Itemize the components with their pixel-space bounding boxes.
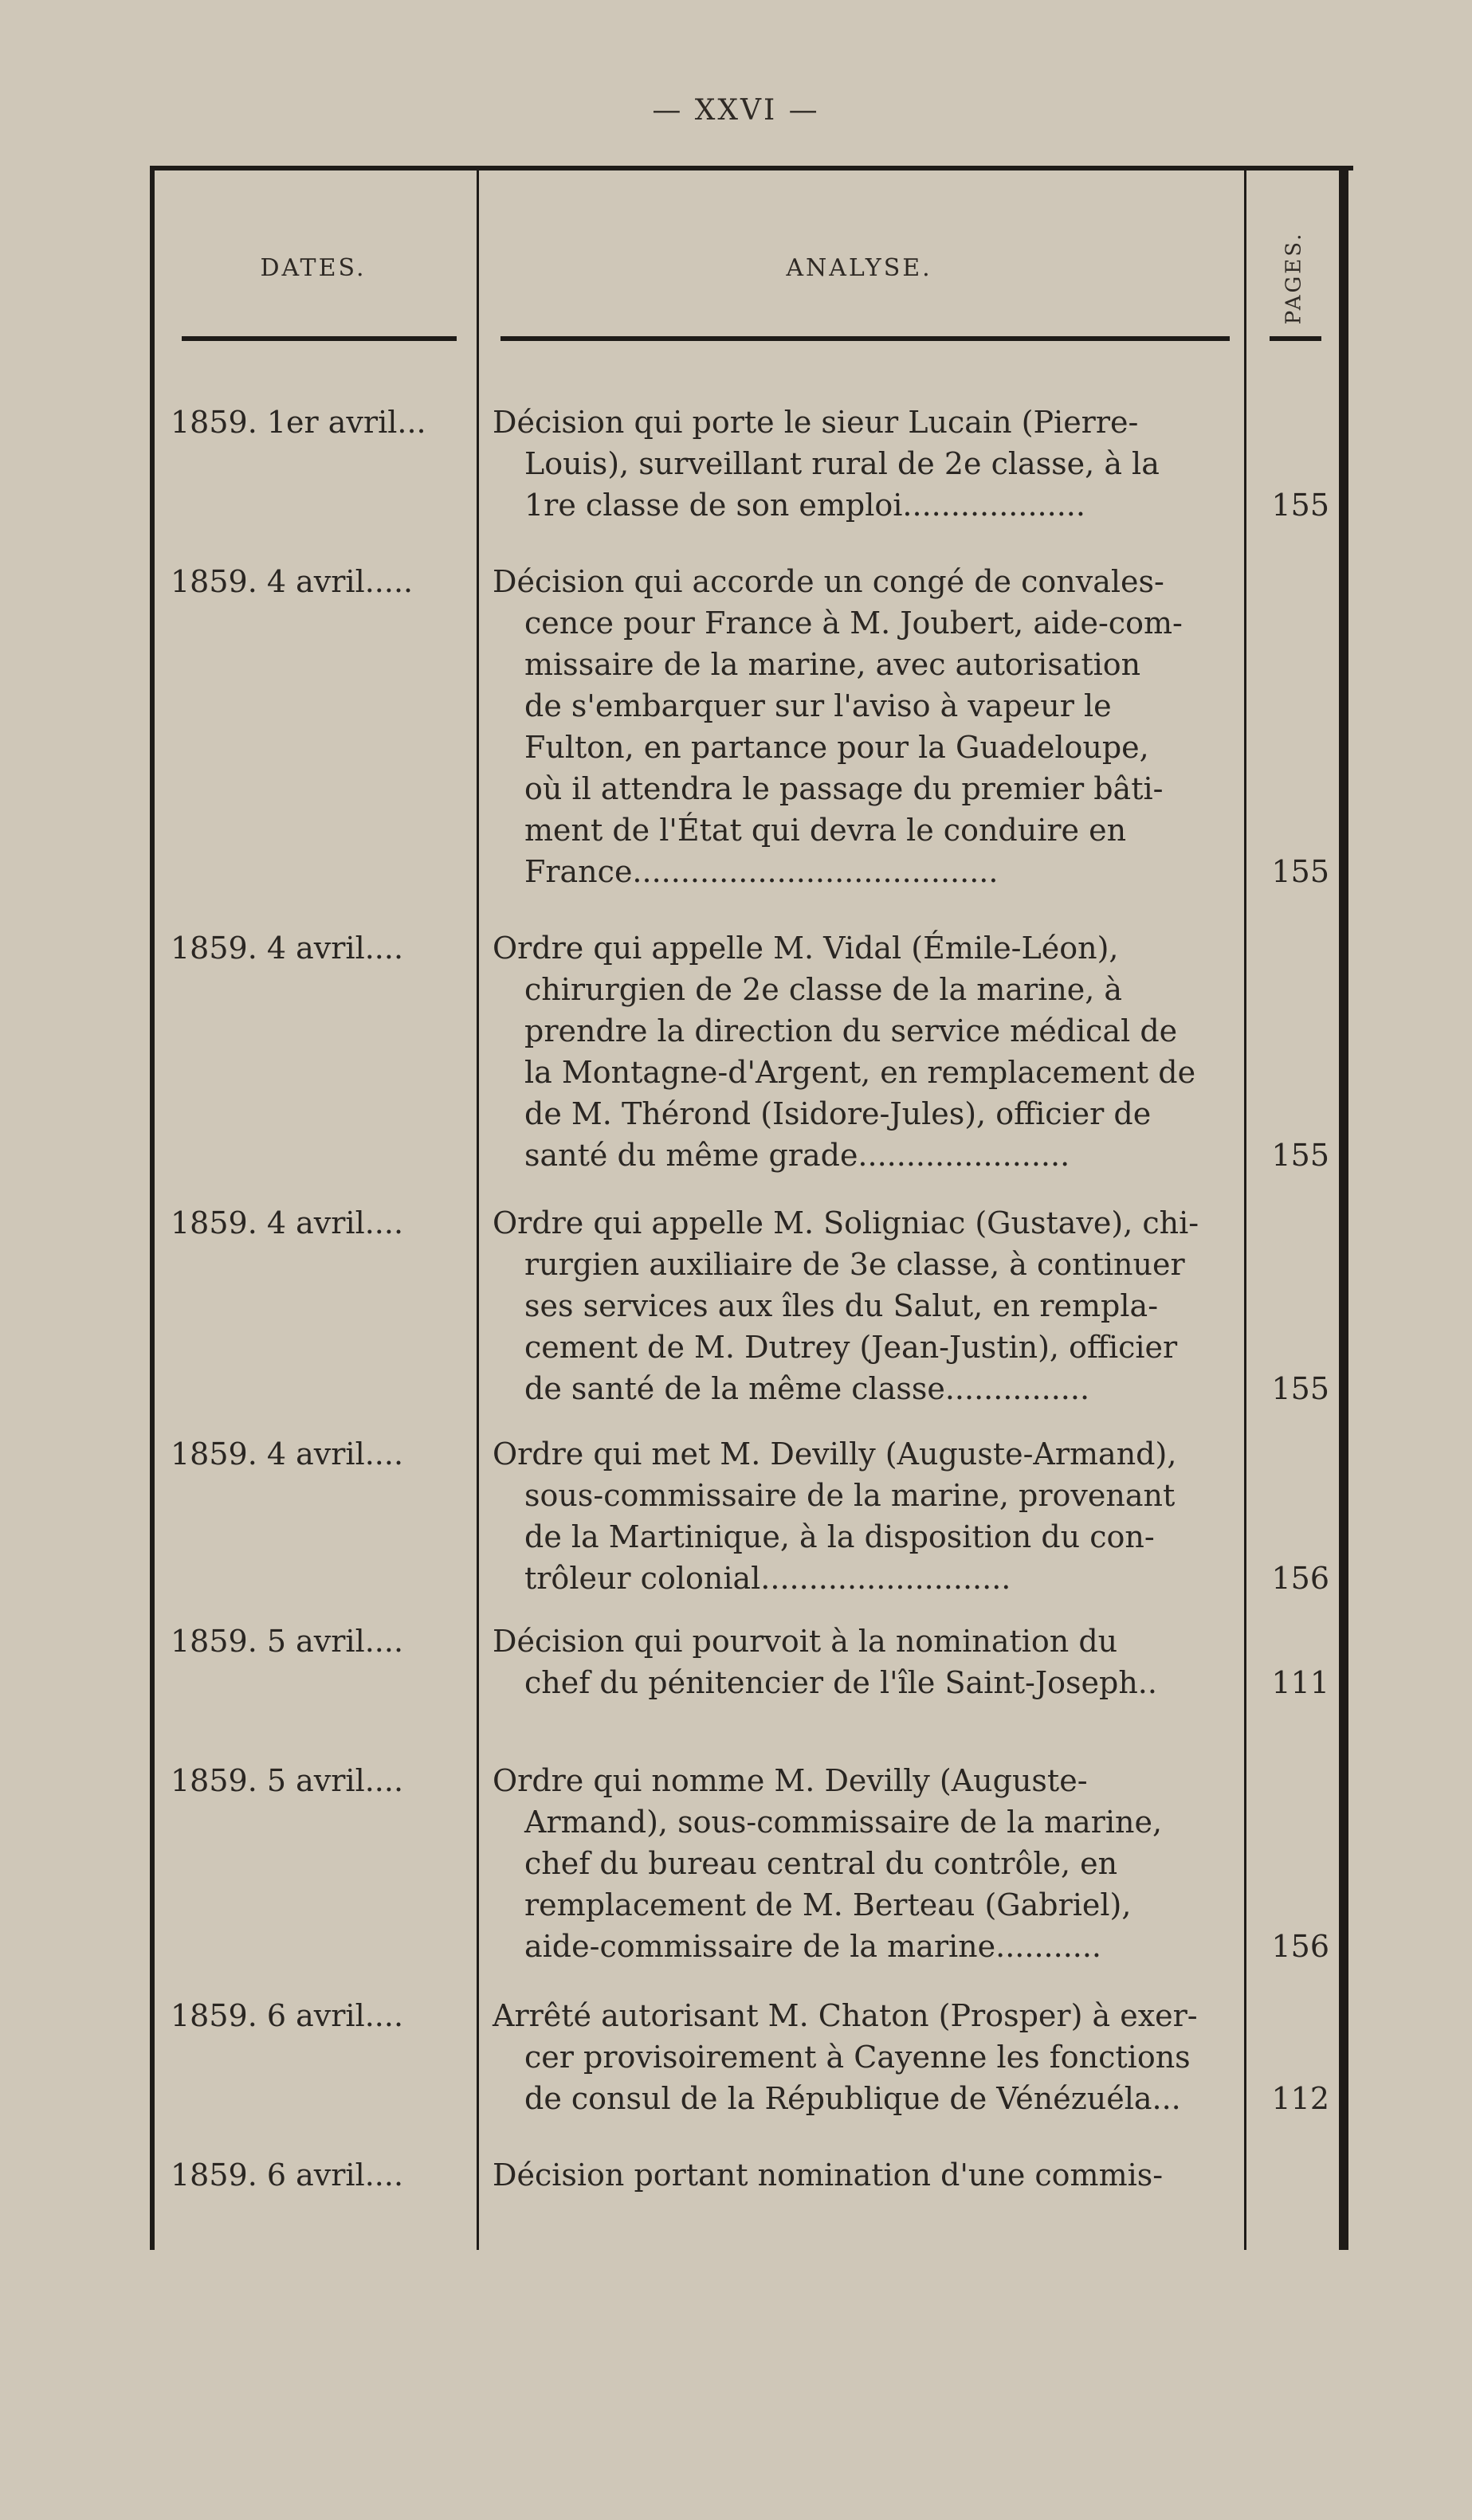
- entry-line: missaire de la marine, avec autorisation: [524, 647, 1141, 682]
- entry-date: 1859. 1er avril...: [171, 405, 426, 440]
- column-divider-analyse: [1244, 170, 1246, 2250]
- entry-page: 156: [1271, 1929, 1329, 1964]
- entry-date: 1859. 5 avril....: [171, 1763, 404, 1798]
- entry-line: prendre la direction du service médical de: [524, 1013, 1178, 1048]
- entry-analysis: [493, 1433, 1230, 1599]
- entry-line: cence pour France à M. Joubert, aide-com-: [524, 606, 1183, 641]
- table-border-right: [1339, 170, 1348, 2250]
- entry-line: la Montagne-d'Argent, en remplacement de: [524, 1055, 1196, 1090]
- entry-line: Ordre qui appelle M. Vidal (Émile-Léon),: [493, 931, 1119, 966]
- entry-line: ment de l'État qui devra le conduire en: [524, 813, 1127, 848]
- entry-page: 111: [1271, 1665, 1329, 1700]
- header-rule-analyse: [500, 336, 1230, 341]
- entry-line: de M. Thérond (Isidore-Jules), officier de: [524, 1096, 1152, 1131]
- entry-date: 1859. 6 avril....: [171, 1998, 404, 2033]
- entry-analysis: [493, 1621, 1230, 1703]
- entry-line: de la Martinique, à la disposition du con-: [524, 1519, 1155, 1554]
- entry-line: France......................................: [524, 854, 999, 889]
- column-header-pages: [1258, 218, 1329, 338]
- entry-line: Fulton, en partance pour la Guadeloupe,: [524, 730, 1149, 765]
- entry-line: Louis), surveillant rural de 2e classe, à la: [524, 446, 1160, 481]
- column-header-pages-label: PAGES.: [1282, 231, 1306, 325]
- entry-date: 1859. 4 avril....: [171, 1205, 404, 1240]
- entry-line: de consul de la République de Vénézuéla...: [524, 2081, 1181, 2116]
- entry-line: santé du même grade......................: [524, 1138, 1070, 1173]
- page-number: — XXVI —: [652, 94, 820, 127]
- entry-date: 1859. 4 avril....: [171, 1436, 404, 1472]
- table-border-left: [150, 170, 155, 2250]
- entry-line: Décision qui pourvoit à la nomination du: [493, 1624, 1118, 1659]
- entry-date: 1859. 4 avril....: [171, 931, 404, 966]
- entry-line: Décision portant nomination d'une commis-: [493, 2157, 1164, 2193]
- entry-line: Armand), sous-commissaire de la marine,: [524, 1805, 1163, 1840]
- entry-analysis: [493, 927, 1230, 1176]
- entry-line: aide-commissaire de la marine...........: [524, 1929, 1102, 1964]
- entry-line: chef du bureau central du contrôle, en: [524, 1846, 1118, 1881]
- entry-line: Décision qui accorde un congé de convales-: [493, 564, 1164, 599]
- entry-line: cer provisoirement à Cayenne les fonctions: [524, 2040, 1191, 2075]
- entry-line: Arrêté autorisant M. Chaton (Prosper) à exer-: [493, 1998, 1198, 2033]
- entry-analysis: [493, 2154, 1230, 2196]
- entry-page: 112: [1271, 2081, 1329, 2116]
- entry-analysis: [493, 561, 1230, 892]
- entry-line: Ordre qui nomme M. Devilly (Auguste-: [493, 1763, 1088, 1798]
- entry-page: 155: [1271, 854, 1329, 889]
- entry-line: de s'embarquer sur l'aviso à vapeur le: [524, 688, 1112, 723]
- entry-analysis: [493, 402, 1230, 526]
- entry-line: remplacement de M. Berteau (Gabriel),: [524, 1887, 1132, 1922]
- entry-date: 1859. 5 avril....: [171, 1624, 404, 1659]
- header-rule-dates: [182, 336, 457, 341]
- entry-analysis: [493, 1995, 1230, 2119]
- entry-page: 155: [1271, 1371, 1329, 1406]
- entry-line: rurgien auxiliaire de 3e classe, à continuer: [524, 1247, 1185, 1282]
- entry-line: de santé de la même classe...............: [524, 1371, 1090, 1406]
- entry-page: 155: [1271, 488, 1329, 523]
- column-header-analyse: ANALYSE.: [786, 254, 932, 282]
- entry-analysis: [493, 1760, 1230, 1967]
- entry-line: chef du pénitencier de l'île Saint-Joseph..: [524, 1665, 1157, 1700]
- entry-line: ses services aux îles du Salut, en rempla-: [524, 1288, 1159, 1323]
- entry-page: 156: [1271, 1561, 1329, 1596]
- entry-line: chirurgien de 2e classe de la marine, à: [524, 972, 1123, 1007]
- entry-line: cement de M. Dutrey (Jean-Justin), officier: [524, 1330, 1178, 1365]
- entry-line: trôleur colonial..........................: [524, 1561, 1011, 1596]
- entry-line: Décision qui porte le sieur Lucain (Pierre-: [493, 405, 1139, 440]
- entry-date: 1859. 4 avril.....: [171, 564, 414, 599]
- entry-line: Ordre qui met M. Devilly (Auguste-Armand),: [493, 1436, 1177, 1472]
- column-divider-dates: [477, 170, 479, 2250]
- entry-page: 155: [1271, 1138, 1329, 1173]
- header-rule-pages: [1270, 336, 1321, 341]
- entry-line: 1re classe de son emploi...................: [524, 488, 1085, 523]
- entry-date: 1859. 6 avril....: [171, 2157, 404, 2193]
- column-header-dates: DATES.: [260, 254, 367, 282]
- entry-analysis: [493, 1202, 1230, 1409]
- index-table: [150, 166, 1353, 2250]
- entry-line: où il attendra le passage du premier bâti-: [524, 771, 1164, 806]
- entry-line: sous-commissaire de la marine, provenant: [524, 1478, 1176, 1513]
- entry-line: Ordre qui appelle M. Soligniac (Gustave), chi-: [493, 1205, 1199, 1240]
